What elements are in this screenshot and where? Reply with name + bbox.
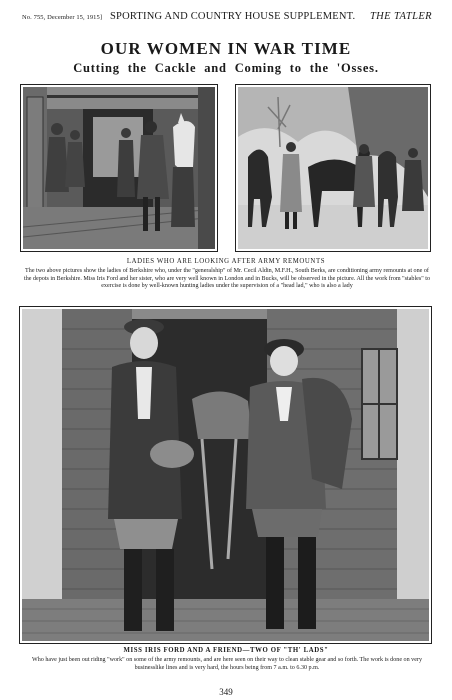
bottom-photo-description: Who have just been out riding "work" on some of the army remounts, and are here seen on their way to clean stable gear and so forth. The work is done on very businesslike lines and is very hard, the hours being from 7 a.m. to 6.30 p.m. bbox=[31, 657, 422, 671]
top-photos-description: The two above pictures show the ladies of Berkshire who, under the "generalship" of Mr. Cecil Aldin, M.F.H., South Berks, are conditioning army remounts at one of the depots in Berkshire. Miss Iris Ford and her sister, who are very well known in London and in Bucks, will be observed in the picture. All the work from "stables" to exercise is done by well-known hunting ladies under the supervision of a "head lad," who is also a lady bbox=[24, 268, 430, 290]
page-header bbox=[22, 11, 432, 25]
magazine-name: THE TATLER bbox=[369, 11, 432, 22]
page-number: 349 bbox=[219, 687, 233, 697]
page-title: OUR WOMEN IN WAR TIME bbox=[100, 39, 352, 58]
issue-line: No. 755, December 15, 1915] bbox=[22, 14, 103, 21]
horses-photo bbox=[235, 84, 431, 252]
ladies-with-saddles-photo bbox=[19, 306, 432, 644]
bottom-photo-caption: MISS IRIS FORD AND A FRIEND—TWO OF "TH' LADS" bbox=[123, 647, 329, 654]
stable-photo bbox=[20, 84, 218, 252]
top-photos-caption: LADIES WHO ARE LOOKING AFTER ARMY REMOUNTS bbox=[126, 258, 326, 265]
page-subtitle: Cutting the Cackle and Coming to the 'Osses. bbox=[73, 61, 379, 75]
supplement-title: SPORTING AND COUNTRY HOUSE SUPPLEMENT. bbox=[110, 11, 356, 22]
